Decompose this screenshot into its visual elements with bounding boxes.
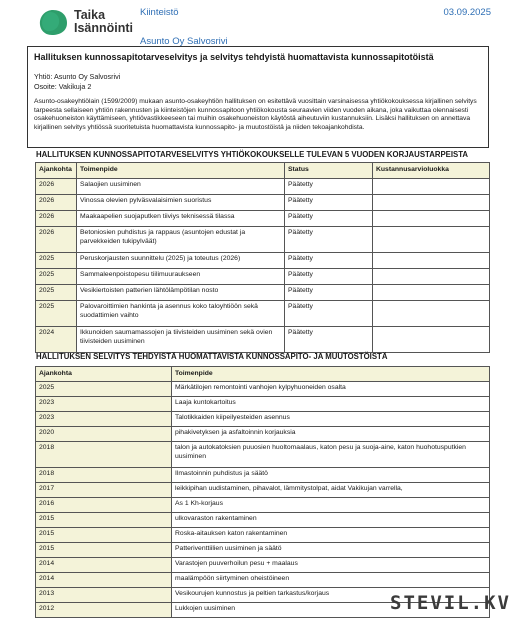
cell-status: Päätetty [285,269,373,285]
section-title-completed-works: HALLITUKSEN SELVITYS TEHDYISTÄ HUOMATTAVISTA KUNNOSSAPITO- JA MUUTOSTÖISTÄ [36,352,388,361]
cell-year: 2014 [36,558,172,573]
cell-task: Betoniosien puhdistus ja rappaus (asuntojen edustat ja parvekkeiden tukipylväät) [77,227,285,253]
cell-year: 2020 [36,427,172,442]
cell-status: Päätetty [285,195,373,211]
cell-task: Salaojien uusiminen [77,179,285,195]
cell-task: Talotikkaiden kiipeilyesteiden asennus [172,412,490,427]
table-row [36,528,490,543]
document-date: 03.09.2025 [443,7,491,18]
cell-year: 2015 [36,528,172,543]
cell-cost [373,227,490,253]
table-row [36,442,490,468]
table-header-row [36,367,490,382]
cell-status: Päätetty [285,179,373,195]
cell-status: Päätetty [285,253,373,269]
cell-year: 2023 [36,397,172,412]
address-line: Osoite: Vakikuja 2 [34,81,92,91]
cell-task: Maakaapelien suojaputken tiiviys teknisessä tilassa [77,211,285,227]
table-row [36,382,490,397]
cell-year: 2015 [36,513,172,528]
cell-task: Vinossa olevien pylväsvalaisimien suoristus [77,195,285,211]
table-row [36,427,490,442]
table-row [36,227,490,253]
column-header-status: Status [285,163,373,179]
brand-line-1: Taika [74,8,106,22]
cell-task: Roska-aitauksen katon rakentaminen [172,528,490,543]
intro-paragraph: Asunto-osakeyhtiölain (1599/2009) mukaan asunto-osakeyhtiön hallituksen on esitettävä vuosittain varsinaisessa yhtiökokouksessa kirjallinen selvitys tarpeesta sellaiseen yhtiön rakennusten ja kiinteistöjen kunnossapitoon yhtiökokousta seuraavien viiden vuoden aikana, joka vaikuttaa olennaisesti osakehuoneiston käyttämiseen, yhtiövastikkeeseen tai muihin osakehuoneiston käytöstä aiheutuviin kustannuksiin. Lisäksi hallituksen on annettava kirjallinen selvitys yhtiössä suoritetuista huomattavista kunnossapito- ja muutostöistä ja niiden tekoajankohdista. [34,98,477,132]
cell-task: Ikkunoiden saumamassojen ja tiivisteiden uusiminen sekä ovien tiivisteiden uusiminen [77,327,285,353]
cell-year: 2025 [36,269,77,285]
cell-status: Päätetty [285,285,373,301]
cell-year: 2017 [36,483,172,498]
watermark: STEVIL.KV [390,592,511,614]
table-row [36,483,490,498]
cell-cost [373,211,490,227]
cell-year: 2015 [36,543,172,558]
cell-task: pihakivetyksen ja asfaltoinnin korjauksia [172,427,490,442]
cell-task: Peruskorjausten suunnittelu (2025) ja toteutus (2026) [77,253,285,269]
cell-cost [373,327,490,353]
cell-task: Sammaleenpoistopesu tiilimuuraukseen [77,269,285,285]
cell-cost [373,269,490,285]
cell-task: Vesikiertoisten patterien lähtölämpötilan nosto [77,285,285,301]
cell-year: 2016 [36,498,172,513]
cell-task: ulkovaraston rakentaminen [172,513,490,528]
table-row [36,269,490,285]
cell-task: Lukkojen uusiminen [172,603,490,618]
table-row [36,179,490,195]
table-row [36,468,490,483]
table-row [36,498,490,513]
column-header-year: Ajankohta [36,163,77,179]
cell-cost [373,195,490,211]
table-row [36,558,490,573]
table-row [36,253,490,269]
page-header [0,0,521,50]
cell-status: Päätetty [285,211,373,227]
company-line: Yhtiö: Asunto Oy Salvosrivi [34,72,121,81]
cell-task: leikkipihan uudistaminen, pihavalot, lämmitystolpat, aidat Vakikujan varrella, [172,483,490,498]
table-row [36,211,490,227]
cell-task: Palovaroittimien hankinta ja asennus koko taloyhtiöön sekä suodattimien vaihto [77,301,285,327]
table-row [36,195,490,211]
table-header-row [36,163,490,179]
cell-task: Märkätilojen remontointi vanhojen kylpyhuoneiden osalta [172,382,490,397]
brand-name [74,9,133,35]
cell-status: Päätetty [285,227,373,253]
cell-task: maalämpöön siirtyminen oheistöineen [172,573,490,588]
cell-cost [373,253,490,269]
cell-task: Patteriventtiilien uusiminen ja säätö [172,543,490,558]
cell-year: 2023 [36,412,172,427]
cell-status: Päätetty [285,327,373,353]
table-row [36,327,490,353]
cell-year: 2026 [36,195,77,211]
cell-year: 2018 [36,468,172,483]
cell-year: 2013 [36,588,172,603]
table-row [36,301,490,327]
column-header-task: Toimenpide [172,367,490,382]
cell-cost [373,179,490,195]
cell-year: 2025 [36,301,77,327]
completed-works-table [35,366,490,618]
cell-year: 2024 [36,327,77,353]
cell-year: 2025 [36,253,77,269]
cell-year: 2026 [36,227,77,253]
table-row [36,543,490,558]
cell-task: Ilmastoinnin puhdistus ja säätö [172,468,490,483]
cell-status: Päätetty [285,301,373,327]
table-row [36,573,490,588]
cell-year: 2025 [36,285,77,301]
document-type: Kiinteistö [140,7,179,18]
brand-line-2: Isännöinti [74,21,134,35]
cell-year: 2014 [36,573,172,588]
table-row [36,285,490,301]
cell-year: 2018 [36,442,172,468]
cell-cost [373,301,490,327]
cell-task: Laaja kuntokartoitus [172,397,490,412]
company-name: Asunto Oy Salvosrivi [140,36,228,47]
column-header-task: Toimenpide [77,163,285,179]
cell-year: 2026 [36,211,77,227]
cell-year: 2026 [36,179,77,195]
cell-task: talon ja autokatoksien puuosien huoltomaalaus, katon pesu ja suoja-aine, katon huohotusputkien uusiminen [172,442,490,468]
table-row [36,397,490,412]
logo-icon [38,8,68,36]
document-title: Hallituksen kunnossapitotarveselvitys ja selvitys tehdyistä huomattavista kunnossapitotöistä [34,52,434,62]
cell-task: Vesikourujen kunnostus ja peltien tarkastus/korjaus [172,588,490,603]
table-row [36,513,490,528]
table-row [36,412,490,427]
cell-task: As 1 Kh-korjaus [172,498,490,513]
column-header-cost: Kustannusarvioluokka [373,163,490,179]
cell-task: Varastojen puuverhoilun pesu + maalaus [172,558,490,573]
intro-box [27,46,489,148]
section-title-maintenance-needs: HALLITUKSEN KUNNOSSAPITOTARVESELVITYS YHTIÖKOKOUKSELLE TULEVAN 5 VUODEN KORJAUSTARPEISTA [36,150,469,159]
cell-year: 2025 [36,382,172,397]
cell-cost [373,285,490,301]
cell-year: 2012 [36,603,172,618]
maintenance-needs-table [35,162,490,353]
column-header-year: Ajankohta [36,367,172,382]
